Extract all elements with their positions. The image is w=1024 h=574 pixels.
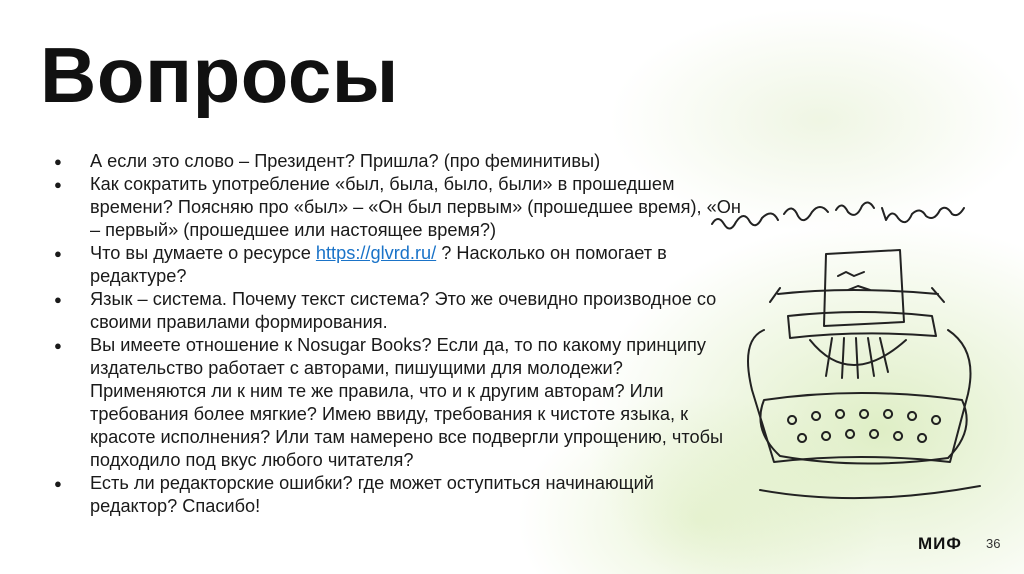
bullet-text: Язык – система. Почему текст система? Это же очевидно производное со своими правилами формирования. — [90, 289, 717, 332]
carriage — [770, 288, 944, 302]
bullet-icon: ● — [54, 292, 62, 307]
bullet-icon: ● — [54, 338, 62, 353]
bullet-text: Вы имеете отношение к Nosugar Books? Если да, то по какому принципу издательство работает с авторами, пишущими для молодежи? Применяются ли к ним те же правила, что и к другим авторам? Или требования более мягкие? Имею ввиду, требования к чистоте языка, к красоте исполнения? Или там намерено все подвергли упрощению, чтобы подходило под вкус любого читателя? — [90, 335, 724, 470]
glvrd-link[interactable]: https://glvrd.ru/ — [315, 243, 437, 263]
bullet-text-before: Что вы думаете о ресурсе — [90, 243, 316, 263]
bullet-item — [52, 150, 742, 173]
bullet-item — [52, 334, 742, 472]
bullet-icon: ● — [54, 177, 62, 192]
bullet-item — [52, 288, 742, 334]
bullet-icon: ● — [54, 476, 62, 491]
bullet-text: Есть ли редакторские ошибки? где может оступиться начинающий редактор? Спасибо! — [90, 473, 654, 516]
bullet-text-after: ? Насколько он помогает в редактуре? — [90, 243, 667, 286]
page-number: 36 — [986, 536, 1001, 551]
bullet-item — [52, 173, 742, 242]
publisher-logo: МИФ — [918, 534, 962, 553]
keyboard — [760, 393, 966, 464]
slide-title: Вопросы — [40, 31, 399, 119]
bullet-text: А если это слово – Президент? Пришла? (про феминитивы) — [90, 151, 601, 171]
bullet-item — [52, 472, 742, 518]
handwritten-caption — [712, 202, 964, 228]
bullet-list — [52, 150, 742, 518]
typewriter-sketch-icon — [700, 190, 1010, 530]
bullet-item — [52, 242, 742, 288]
bullet-icon: ● — [54, 246, 62, 261]
bullet-text: Как сократить употребление «был, была, было, были» в прошедшем времени? Поясняю про «был» – «Он был первым» (прошедшее время), «Он – первый» (прошедшее или настоящее время?) — [90, 174, 741, 240]
bullet-icon: ● — [54, 154, 62, 169]
